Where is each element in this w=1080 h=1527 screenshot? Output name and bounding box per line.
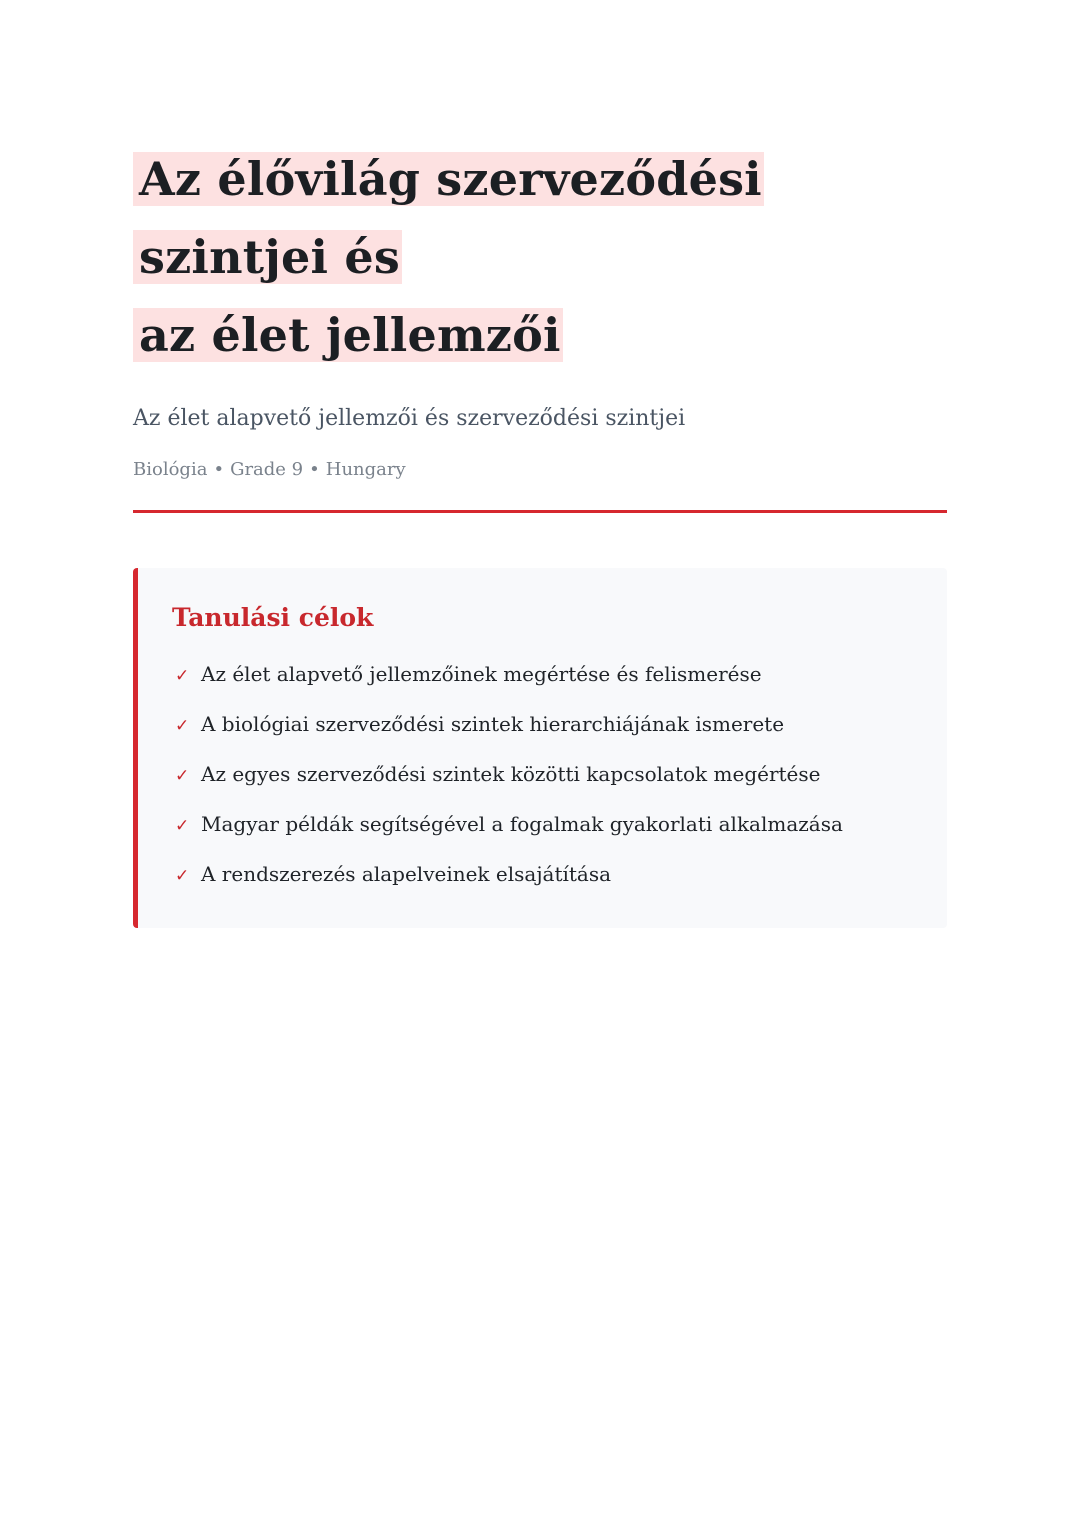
- document-page: [133, 140, 947, 928]
- meta-line: [133, 458, 947, 482]
- goal-text: Az élet alapvető jellemzőinek megértése és felismerése: [201, 662, 762, 686]
- goal-text: A biológiai szerveződési szintek hierarchiájának ismerete: [201, 712, 785, 736]
- learning-goals-box: [133, 568, 947, 928]
- meta-separator: •: [309, 459, 320, 480]
- learning-goals-list: [172, 660, 947, 890]
- list-item: [172, 860, 947, 890]
- learning-goals-title: Tanulási célok: [172, 603, 374, 632]
- page-title: [133, 140, 947, 374]
- goal-text: Az egyes szerveződési szintek közötti kapcsolatok megértése: [201, 762, 821, 786]
- title-line-2: az élet jellemzői: [133, 308, 563, 362]
- list-item: [172, 810, 947, 840]
- checkmark-icon: ✓: [175, 866, 190, 886]
- meta-separator: •: [213, 459, 225, 480]
- checkmark-icon: ✓: [175, 716, 190, 736]
- list-item: [172, 660, 947, 690]
- page-subtitle: Az élet alapvető jellemzői és szerveződési szintjei: [133, 406, 686, 431]
- goal-text: A rendszerezés alapelveinek elsajátítása: [201, 862, 612, 886]
- goal-text: Magyar példák segítségével a fogalmak gyakorlati alkalmazása: [201, 812, 843, 836]
- checkmark-icon: ✓: [175, 766, 190, 786]
- meta-grade: Grade 9: [230, 459, 304, 480]
- meta-subject: Biológia: [133, 459, 208, 480]
- meta-country: Hungary: [325, 459, 406, 480]
- list-item: [172, 710, 947, 740]
- title-line-1: Az élővilág szerveződési szintjei és: [133, 152, 764, 284]
- list-item: [172, 760, 947, 790]
- header-divider: [133, 510, 947, 513]
- checkmark-icon: ✓: [175, 816, 190, 836]
- checkmark-icon: ✓: [175, 666, 190, 686]
